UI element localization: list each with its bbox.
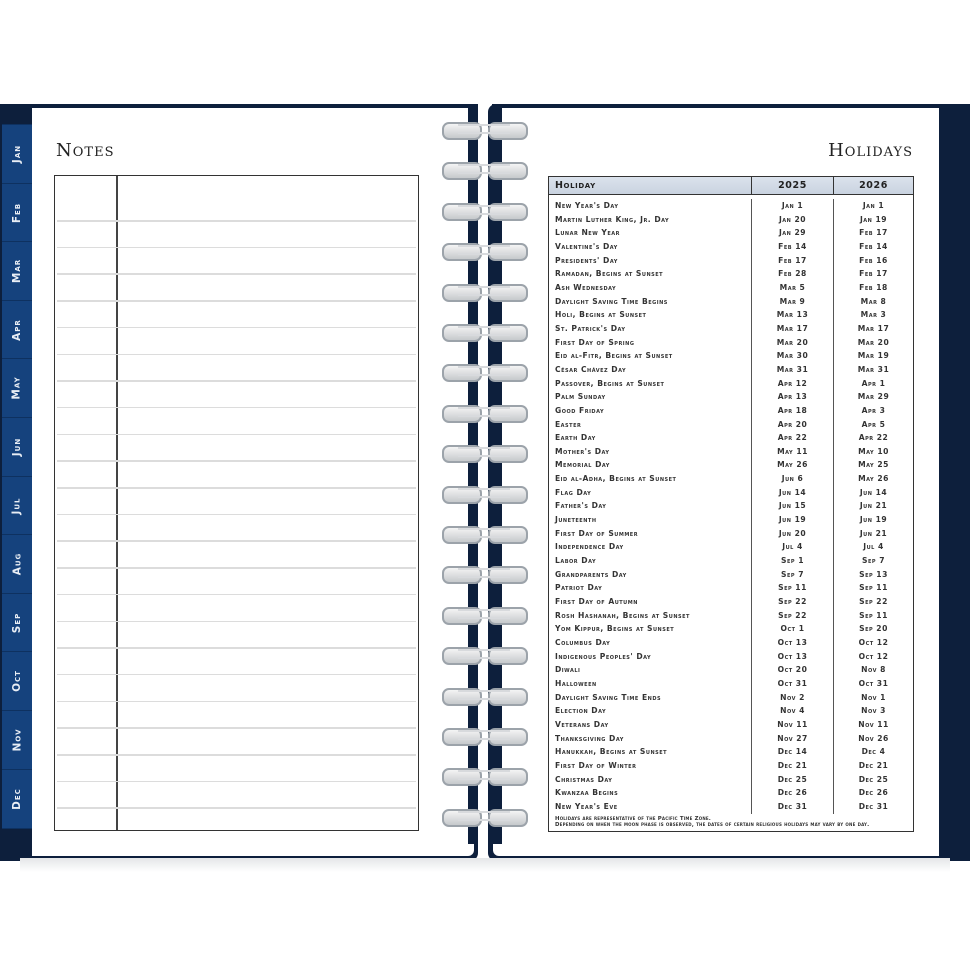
holiday-date-2026: Dec 4: [833, 745, 913, 759]
page-title-notes: Notes: [56, 140, 115, 161]
notes-rule-line: [57, 273, 416, 275]
holiday-row: [549, 199, 913, 213]
holiday-name: New Year's Day: [555, 201, 619, 210]
holiday-name: Ramadan, Begins at Sunset: [555, 269, 664, 279]
spiral-coil: [440, 764, 530, 788]
holiday-row: [549, 786, 913, 800]
holiday-date-2026: Mar 8: [833, 295, 913, 309]
notes-rule-line: [57, 327, 416, 329]
notes-rule-line: [57, 754, 416, 756]
holiday-row: [549, 540, 913, 554]
holiday-date-2026: Jan 19: [833, 213, 913, 227]
holiday-name: Veterans Day: [555, 719, 609, 729]
holiday-row: [549, 336, 913, 350]
month-tab-label: Nov: [11, 728, 23, 752]
holiday-row: [549, 308, 913, 322]
month-tabs: [0, 124, 32, 834]
holiday-date-2025: Jan 1: [751, 199, 833, 213]
spiral-coil: [440, 603, 530, 627]
holiday-date-2025: Oct 1: [751, 622, 833, 636]
holiday-row: [549, 390, 913, 404]
holiday-date-2026: Dec 21: [833, 759, 913, 773]
holiday-row: [549, 800, 913, 814]
holiday-date-2026: Mar 17: [833, 322, 913, 336]
holiday-date-2026: Oct 12: [833, 650, 913, 664]
holiday-name: Patriot Day: [555, 583, 603, 593]
holiday-name: First Day of Spring: [555, 337, 635, 347]
holiday-date-2025: Sep 7: [751, 568, 833, 582]
holiday-date-2025: Oct 13: [751, 650, 833, 664]
holiday-date-2026: Jun 21: [833, 499, 913, 513]
spiral-coil: [440, 643, 530, 667]
month-tab-label: Sep: [10, 612, 23, 634]
holiday-row: [549, 458, 913, 472]
holiday-date-2026: Sep 20: [833, 622, 913, 636]
notes-rule-line: [57, 247, 416, 249]
holiday-row: [549, 349, 913, 363]
holiday-name: New Year's Eve: [555, 801, 618, 811]
holiday-date-2026: Apr 1: [833, 377, 913, 391]
month-tab-dec[interactable]: [2, 769, 32, 829]
holiday-name: Ash Wednesday: [555, 282, 617, 292]
holiday-name: Good Friday: [555, 405, 605, 415]
holiday-date-2026: Feb 16: [833, 254, 913, 268]
spiral-coil: [440, 684, 530, 708]
notes-rule-line: [57, 621, 416, 623]
month-tab-label: Jun: [10, 437, 23, 457]
holiday-name: Mother's Day: [555, 446, 610, 456]
month-tab-label: Mar: [10, 259, 23, 284]
holiday-row: [549, 609, 913, 623]
holiday-name: Indigenous Peoples' Day: [555, 651, 652, 661]
spiral-coil: [440, 280, 530, 304]
holiday-date-2026: Mar 19: [833, 349, 913, 363]
holiday-date-2026: Nov 1: [833, 691, 913, 705]
planner-shadow: [20, 858, 950, 872]
holiday-date-2026: Sep 22: [833, 595, 913, 609]
holiday-date-2025: Nov 2: [751, 691, 833, 705]
holiday-row: [549, 377, 913, 391]
holiday-row: [549, 581, 913, 595]
notes-rule-line: [57, 300, 416, 302]
holiday-row: [549, 745, 913, 759]
holiday-date-2025: Sep 22: [751, 595, 833, 609]
notes-page: [32, 108, 474, 856]
holiday-row: [549, 527, 913, 541]
holiday-row: [549, 759, 913, 773]
holiday-name: Halloween: [555, 678, 597, 688]
holiday-name: Rosh Hashanah, Begins at Sunset: [555, 610, 690, 620]
holiday-date-2025: Apr 20: [751, 418, 833, 432]
holiday-row: [549, 773, 913, 787]
notes-rule-line: [57, 487, 416, 489]
holiday-date-2025: Sep 11: [751, 581, 833, 595]
holiday-date-2026: Mar 3: [833, 308, 913, 322]
spiral-coil: [440, 239, 530, 263]
holiday-name: Daylight Saving Time Begins: [555, 296, 668, 306]
holiday-row: [549, 322, 913, 336]
month-tab-label: Apr: [11, 318, 23, 341]
holiday-row: [549, 431, 913, 445]
holiday-date-2026: Apr 5: [833, 418, 913, 432]
holiday-date-2025: Mar 31: [751, 363, 833, 377]
holiday-row: [549, 732, 913, 746]
notes-rule-line: [57, 567, 416, 569]
month-tab-label: Feb: [10, 202, 23, 223]
holiday-name: César Chávez Day: [555, 364, 627, 374]
holiday-date-2026: Apr 22: [833, 431, 913, 445]
holiday-row: [549, 595, 913, 609]
holiday-date-2025: Mar 13: [751, 308, 833, 322]
header-year-2025: 2025: [751, 177, 833, 194]
holiday-row: [549, 554, 913, 568]
holiday-name: Daylight Saving Time Ends: [555, 692, 662, 702]
header-year-2026: 2026: [833, 177, 913, 194]
holiday-date-2026: Jun 21: [833, 527, 913, 541]
month-tab-sep[interactable]: [2, 593, 32, 653]
holiday-row: [549, 568, 913, 582]
holiday-date-2026: Sep 7: [833, 554, 913, 568]
notes-rule-line: [57, 781, 416, 783]
month-tab-label: Jan: [11, 144, 23, 164]
holidays-page: [493, 108, 939, 856]
holiday-date-2025: Mar 30: [751, 349, 833, 363]
notes-rule-line: [57, 807, 416, 809]
holiday-name: Diwali: [555, 665, 581, 675]
spiral-coil: [440, 401, 530, 425]
spiral-coil: [440, 118, 530, 142]
holiday-date-2026: Sep 13: [833, 568, 913, 582]
holiday-row: [549, 663, 913, 677]
holiday-name: First Day of Autumn: [555, 597, 638, 607]
holiday-row: [549, 622, 913, 636]
holiday-date-2025: Jun 20: [751, 527, 833, 541]
holiday-name: Grandparents Day: [555, 569, 627, 579]
holiday-date-2026: Dec 25: [833, 773, 913, 787]
holiday-date-2026: Nov 26: [833, 732, 913, 746]
spiral-coil: [440, 158, 530, 182]
holiday-date-2025: Mar 9: [751, 295, 833, 309]
month-tab-jul[interactable]: [2, 476, 32, 536]
holiday-date-2025: Dec 14: [751, 745, 833, 759]
holiday-date-2026: May 10: [833, 445, 913, 459]
holiday-name: Holi, Begins at Sunset: [555, 310, 647, 320]
holiday-date-2026: Feb 18: [833, 281, 913, 295]
holiday-row: [549, 213, 913, 227]
holiday-date-2026: Nov 3: [833, 704, 913, 718]
holiday-date-2026: Jul 4: [833, 540, 913, 554]
holiday-row: [549, 486, 913, 500]
holiday-name: Presidents' Day: [555, 255, 618, 265]
spiral-binding: [440, 118, 530, 838]
holiday-date-2025: Feb 17: [751, 254, 833, 268]
holiday-name: Memorial Day: [555, 460, 610, 470]
holiday-name: Palm Sunday: [555, 392, 606, 402]
holiday-name: Christmas Day: [555, 774, 613, 784]
spiral-coil: [440, 724, 530, 748]
holiday-date-2025: Dec 31: [751, 800, 833, 814]
holiday-table-body: [549, 195, 913, 814]
holiday-row: [549, 499, 913, 513]
holiday-date-2026: Mar 20: [833, 336, 913, 350]
holiday-date-2026: Jan 1: [833, 199, 913, 213]
notes-rule-line: [57, 647, 416, 649]
holiday-date-2025: Nov 4: [751, 704, 833, 718]
holiday-date-2026: Feb 17: [833, 267, 913, 281]
holiday-name: Eid al-Fitr, Begins at Sunset: [555, 351, 673, 361]
holiday-name: Easter: [555, 419, 582, 429]
notes-rule-line: [57, 674, 416, 676]
holiday-name: Columbus Day: [555, 638, 611, 647]
holiday-row: [549, 418, 913, 432]
holiday-date-2025: Apr 22: [751, 431, 833, 445]
holiday-name: Father's Day: [555, 501, 607, 511]
holiday-date-2026: Nov 8: [833, 663, 913, 677]
spiral-coil: [440, 522, 530, 546]
spiral-coil: [440, 441, 530, 465]
holiday-name: Yom Kippur, Begins at Sunset: [555, 624, 675, 634]
notes-rule-line: [57, 354, 416, 356]
holiday-name: Eid al-Adha, Begins at Sunset: [555, 474, 677, 484]
holiday-row: [549, 691, 913, 705]
notes-rule-line: [57, 380, 416, 382]
month-tab-aug[interactable]: [2, 534, 32, 594]
holiday-date-2026: May 26: [833, 472, 913, 486]
month-tab-jun[interactable]: [2, 417, 32, 477]
spiral-coil: [440, 805, 530, 829]
footnote-moon-phase: Depending on when the moon phase is observed, the dates of certain religious holidays may vary by one day.: [555, 821, 870, 828]
spiral-coil: [440, 320, 530, 344]
holiday-date-2026: Sep 11: [833, 609, 913, 623]
holiday-row: [549, 404, 913, 418]
holiday-date-2026: Nov 11: [833, 718, 913, 732]
holiday-row: [549, 445, 913, 459]
holiday-date-2025: Jun 19: [751, 513, 833, 527]
holiday-date-2025: Mar 5: [751, 281, 833, 295]
holiday-row: [549, 472, 913, 486]
notes-rule-line: [57, 460, 416, 462]
holiday-date-2026: May 25: [833, 458, 913, 472]
holiday-name: Juneteenth: [555, 515, 597, 525]
notes-rule-line: [57, 727, 416, 729]
holiday-date-2026: Oct 12: [833, 636, 913, 650]
header-holiday: Holiday: [555, 180, 596, 191]
holiday-table: [548, 176, 914, 832]
holiday-name: Labor Day: [555, 556, 597, 566]
holiday-date-2026: Oct 31: [833, 677, 913, 691]
holiday-row: [549, 267, 913, 281]
holiday-date-2026: Mar 31: [833, 363, 913, 377]
month-tab-label: May: [10, 376, 23, 401]
holiday-name: First Day of Winter: [555, 760, 637, 770]
holiday-date-2025: Oct 13: [751, 636, 833, 650]
holiday-footnote: [549, 814, 913, 832]
holiday-date-2026: Mar 29: [833, 390, 913, 404]
month-tab-feb[interactable]: [2, 183, 32, 243]
holiday-name: Earth Day: [555, 433, 596, 443]
holiday-name: Hanukkah, Begins at Sunset: [555, 747, 668, 757]
spiral-coil: [440, 562, 530, 586]
holiday-date-2025: Mar 20: [751, 336, 833, 350]
holiday-name: Kwanzaa Begins: [555, 788, 619, 798]
holiday-name: Flag Day: [555, 487, 592, 497]
holiday-date-2025: Jan 20: [751, 213, 833, 227]
holiday-date-2025: May 26: [751, 458, 833, 472]
holiday-date-2025: Jun 6: [751, 472, 833, 486]
holiday-row: [549, 513, 913, 527]
holiday-name: Valentine's Day: [555, 241, 618, 251]
holiday-date-2025: Apr 18: [751, 404, 833, 418]
holiday-date-2025: Dec 21: [751, 759, 833, 773]
holiday-date-2025: Jul 4: [751, 540, 833, 554]
holiday-date-2025: Oct 20: [751, 663, 833, 677]
notes-rule-line: [57, 434, 416, 436]
holiday-row: [549, 636, 913, 650]
holiday-date-2025: May 11: [751, 445, 833, 459]
holiday-date-2026: Sep 11: [833, 581, 913, 595]
holiday-date-2025: Feb 28: [751, 267, 833, 281]
holiday-row: [549, 295, 913, 309]
notes-rule-line: [57, 514, 416, 516]
spiral-coil: [440, 199, 530, 223]
notes-rule-line: [57, 220, 416, 222]
holiday-date-2026: Feb 17: [833, 226, 913, 240]
holiday-name: Passover, Begins at Sunset: [555, 378, 665, 388]
holiday-row: [549, 281, 913, 295]
holiday-name: Martin Luther King, Jr. Day: [555, 214, 670, 224]
page-title-holidays: Holidays: [828, 140, 913, 161]
month-tab-label: Jul: [11, 497, 23, 515]
holiday-date-2026: Jun 19: [833, 513, 913, 527]
month-tab-apr[interactable]: [2, 300, 32, 360]
holiday-date-2026: Dec 26: [833, 786, 913, 800]
holiday-row: [549, 363, 913, 377]
holiday-name: Lunar New Year: [555, 228, 621, 238]
holiday-date-2025: Sep 22: [751, 609, 833, 623]
notes-rule-line: [57, 540, 416, 542]
notes-grid[interactable]: [54, 175, 419, 831]
holiday-date-2025: Jun 15: [751, 499, 833, 513]
holiday-name: St. Patrick's Day: [555, 323, 626, 333]
holiday-name: Independence Day: [555, 542, 624, 552]
month-tab-mar[interactable]: [2, 241, 32, 301]
holiday-name: Election Day: [555, 706, 607, 716]
holiday-date-2025: Jun 14: [751, 486, 833, 500]
holiday-date-2025: Oct 31: [751, 677, 833, 691]
notes-rule-line: [57, 594, 416, 596]
holiday-date-2025: Apr 13: [751, 390, 833, 404]
notes-rule-line: [57, 407, 416, 409]
spiral-coil: [440, 360, 530, 384]
holiday-row: [549, 718, 913, 732]
holiday-date-2026: Feb 14: [833, 240, 913, 254]
holiday-date-2026: Apr 3: [833, 404, 913, 418]
month-tab-label: Oct: [11, 670, 23, 693]
notes-rule-line: [57, 701, 416, 703]
holiday-row: [549, 677, 913, 691]
holiday-date-2026: Jun 14: [833, 486, 913, 500]
month-tab-oct[interactable]: [2, 651, 32, 711]
holiday-date-2025: Nov 11: [751, 718, 833, 732]
holiday-date-2025: Jan 29: [751, 226, 833, 240]
footnote-time-zone: Holidays are representative of the Pacific Time Zone.: [555, 815, 712, 822]
holiday-name: First Day of Summer: [555, 528, 639, 538]
holiday-row: [549, 704, 913, 718]
holiday-row: [549, 240, 913, 254]
holiday-date-2025: Mar 17: [751, 322, 833, 336]
holiday-date-2025: Apr 12: [751, 377, 833, 391]
month-tab-jan[interactable]: [2, 124, 32, 184]
spiral-coil: [440, 482, 530, 506]
holiday-date-2025: Sep 1: [751, 554, 833, 568]
month-tab-label: Dec: [10, 787, 23, 810]
month-tab-may[interactable]: [2, 358, 32, 418]
holiday-row: [549, 254, 913, 268]
holiday-row: [549, 650, 913, 664]
holiday-table-header: [549, 177, 913, 195]
holiday-name: Thanksgiving Day: [555, 733, 624, 743]
month-tab-nov[interactable]: [2, 710, 32, 770]
holiday-date-2025: Nov 27: [751, 732, 833, 746]
holiday-row: [549, 226, 913, 240]
month-tab-label: Aug: [11, 552, 23, 576]
holiday-date-2025: Dec 25: [751, 773, 833, 787]
holiday-date-2025: Feb 14: [751, 240, 833, 254]
holiday-date-2026: Dec 31: [833, 800, 913, 814]
holiday-date-2025: Dec 26: [751, 786, 833, 800]
